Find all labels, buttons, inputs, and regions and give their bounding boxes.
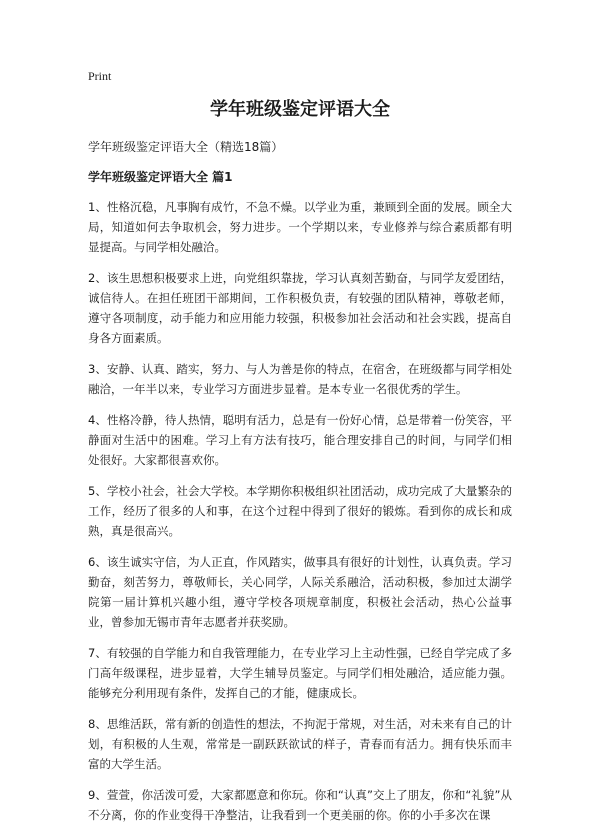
section-heading: 学年班级鉴定评语大全 篇1 — [88, 170, 233, 184]
document-subtitle: 学年班级鉴定评语大全（精选18篇） — [88, 140, 284, 154]
paragraph-6: 6、该生诚实守信，为人正直，作风踏实，做事具有很好的计划性，认真负责。学习勤奋，刻苦努力，尊敬师长，关心同学，人际关系融洽，活动积极，参加过太湖学院第一届计算机兴趣小组，遵守学校各项规章制度，积极社会活动，热心公益事业，曾参加无锡市青年志愿者并获奖励。 — [88, 555, 512, 629]
paragraph-9: 9、萱萱，你活泼可爱，大家都愿意和你玩。你和“认真”交上了朋友，你和“礼貌”从不分离，你的作业变得干净整洁，让我看到一个更美丽的你。你的小手多次在课 — [88, 788, 512, 822]
print-link[interactable]: Print — [88, 69, 112, 83]
paragraph-3: 3、安静、认真、踏实，努力、与人为善是你的特点，在宿舍，在班级都与同学相处融洽，一年半以来，专业学习方面进步显着。是本专业一名很优秀的学生。 — [88, 362, 512, 396]
paragraph-5: 5、学校小社会，社会大学校。本学期你积极组织社团活动，成功完成了大量繁杂的工作，经历了很多的人和事，在这个过程中得到了很好的锻炼。看到你的成长和成熟，真是很高兴。 — [88, 484, 512, 538]
paragraph-7: 7、有较强的自学能力和自我管理能力，在专业学习上主动性强，已经自学完成了多门高年级课程，进步显着，大学生辅导员鉴定。与同学们相处融洽，适应能力强。能够充分利用现有条件，发挥自己的才能，健康成长。 — [88, 646, 512, 700]
paragraph-4: 4、性格冷静，待人热情，聪明有活力，总是有一份好心情，总是带着一份笑容，平静面对生活中的困难。学习上有方法有技巧，能合理安排自己的时间，与同学们相处很好。大家都很喜欢你。 — [88, 413, 512, 467]
paragraph-2: 2、该生思想积极要求上进，向党组织靠拢，学习认真刻苦勤奋，与同学友爱团结，诚信待人。在担任班团干部期间，工作积极负责，有较强的团队精神，尊敬老师，遵守各项制度，动手能力和应用能力较强，积极参加社会活动和社会实践，提高自身各方面素质。 — [88, 271, 512, 345]
paragraph-1: 1、性格沉稳，凡事胸有成竹，不急不燥。以学业为重，兼顾到全面的发展。顾全大局，知道如何去争取机会，努力进步。一个学期以来，专业修养与综合素质都有明显提高。与同学相处融洽。 — [88, 200, 512, 254]
paragraph-8: 8、思维活跃，常有新的创造性的想法，不拘泥于常规，对生活，对未来有自己的计划，有积极的人生观，常常是一副跃跃欲试的样子，青春而有活力。拥有快乐而丰富的大学生活。 — [88, 717, 512, 771]
page-title: 学年班级鉴定评语大全 — [210, 99, 390, 120]
